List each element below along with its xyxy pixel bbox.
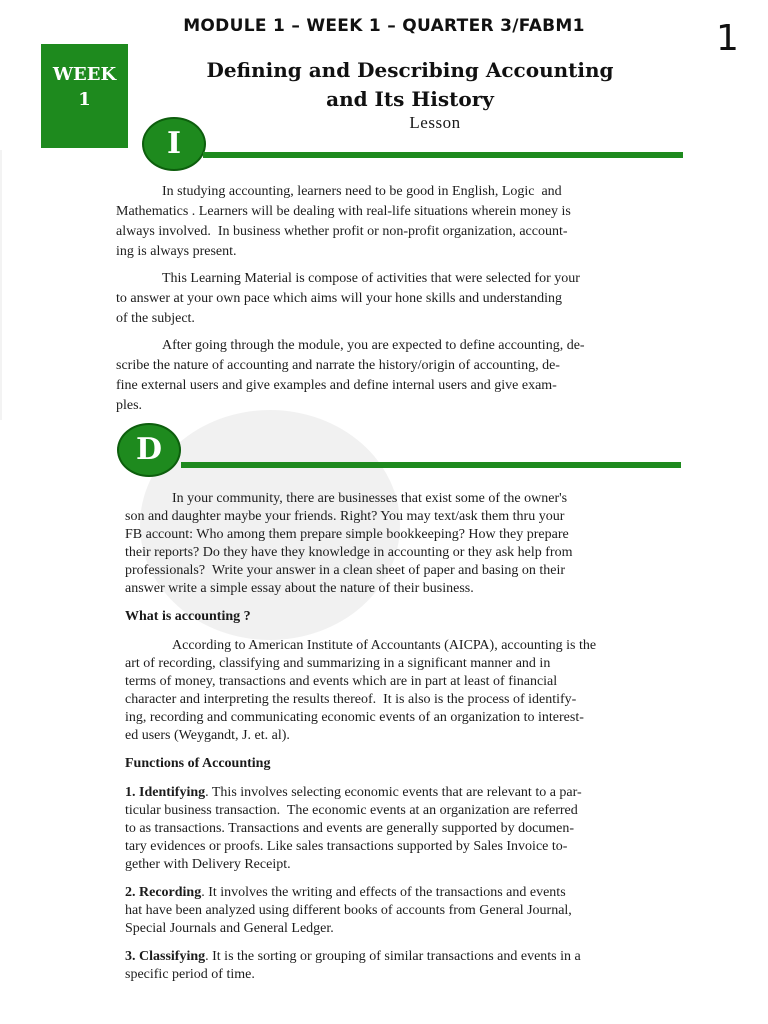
week-label: WEEK (52, 64, 117, 85)
discover-line: FB account: Who among them prepare simple bookkeeping? How they prepare (125, 527, 569, 542)
intro-line: ples. (116, 398, 143, 413)
definition-line: According to American Institute of Accountants (AICPA), accounting is the (172, 638, 597, 653)
definition-line: character and interpreting the results thereof. It is also is the process of identify- (125, 692, 577, 707)
recording-text: . It involves the writing and effects of the transactions and events (201, 885, 566, 900)
module-header: MODULE 1 – WEEK 1 – QUARTER 3/FABM1 (183, 16, 585, 36)
recording-line (125, 884, 566, 902)
discover-line: In your community, there are businesses that exist some of the owner's (172, 491, 568, 506)
classifying-text: . It is the sorting or grouping of similar transactions and events in a (205, 949, 581, 964)
definition-line: ed users (Weygandt, J. et. al). (125, 728, 290, 743)
page-number: 1 (716, 18, 739, 59)
intro-line: to answer at your own pace which aims will your hone skills and understanding (116, 291, 562, 306)
classifying-line (125, 948, 581, 966)
week-box (41, 44, 128, 148)
identifying-line (125, 784, 582, 802)
functions-heading: Functions of Accounting (125, 756, 271, 771)
intro-line: ing is always present. (116, 244, 237, 259)
intro-line: After going through the module, you are expected to define accounting, de- (162, 338, 585, 353)
what-is-accounting-heading: What is accounting ? (125, 609, 251, 624)
intro-rule (203, 152, 683, 158)
identifying-line: tary evidences or proofs. Like sales transactions supported by Sales Invoice to- (125, 839, 568, 854)
intro-line: scribe the nature of accounting and narrate the history/origin of accounting, de- (116, 358, 560, 373)
intro-line: fine external users and give examples and define internal users and give exam- (116, 378, 557, 393)
intro-line: In studying accounting, learners need to be good in English, Logic and (162, 184, 562, 199)
definition-line: terms of money, transactions and events which are in part at least of financial (125, 674, 558, 689)
identifying-term: 1. Identifying (125, 785, 206, 800)
identifying-line: ticular business transaction. The economic events at an organization are referred (125, 803, 578, 818)
classifying-term: 3. Classifying (125, 949, 206, 964)
discover-rule (181, 462, 681, 468)
recording-term: 2. Recording (125, 885, 202, 900)
identifying-line: to as transactions. Transactions and events are generally supported by documen- (125, 821, 575, 836)
recording-line: Special Journals and General Ledger. (125, 921, 334, 936)
classifying-line: specific period of time. (125, 967, 255, 982)
discover-badge: D (117, 423, 181, 477)
intro-line: always involved. In business whether profit or non-profit organization, account- (116, 224, 568, 239)
lesson-title-line2: and Its History (326, 87, 494, 111)
lesson-title-line1: Defining and Describing Accounting (206, 58, 614, 82)
definition-line: art of recording, classifying and summarizing in a significant manner and in (125, 656, 551, 671)
intro-line: This Learning Material is compose of activities that were selected for your (162, 271, 580, 286)
week-number: 1 (78, 89, 91, 110)
intro-badge: I (142, 117, 206, 171)
discover-line: their reports? Do they have they knowledge in accounting or they ask help from (125, 545, 573, 560)
identifying-text: . This involves selecting economic events that are relevant to a par- (205, 785, 582, 800)
intro-line: of the subject. (116, 311, 195, 326)
definition-line: ing, recording and communicating economic events of an organization to interest- (125, 710, 584, 725)
discover-line: professionals? Write your answer in a clean sheet of paper and basing on their (125, 563, 566, 578)
discover-line: son and daughter maybe your friends. Right? You may text/ask them thru your (125, 509, 565, 524)
discover-line: answer write a simple essay about the nature of their business. (125, 581, 474, 596)
margin-strip (0, 150, 2, 420)
recording-line: hat have been analyzed using different books of accounts from General Journal, (125, 903, 572, 918)
intro-line: Mathematics . Learners will be dealing with real-life situations wherein money is (116, 204, 571, 219)
lesson-subtitle: Lesson (409, 113, 461, 132)
identifying-line: gether with Delivery Receipt. (125, 857, 291, 872)
